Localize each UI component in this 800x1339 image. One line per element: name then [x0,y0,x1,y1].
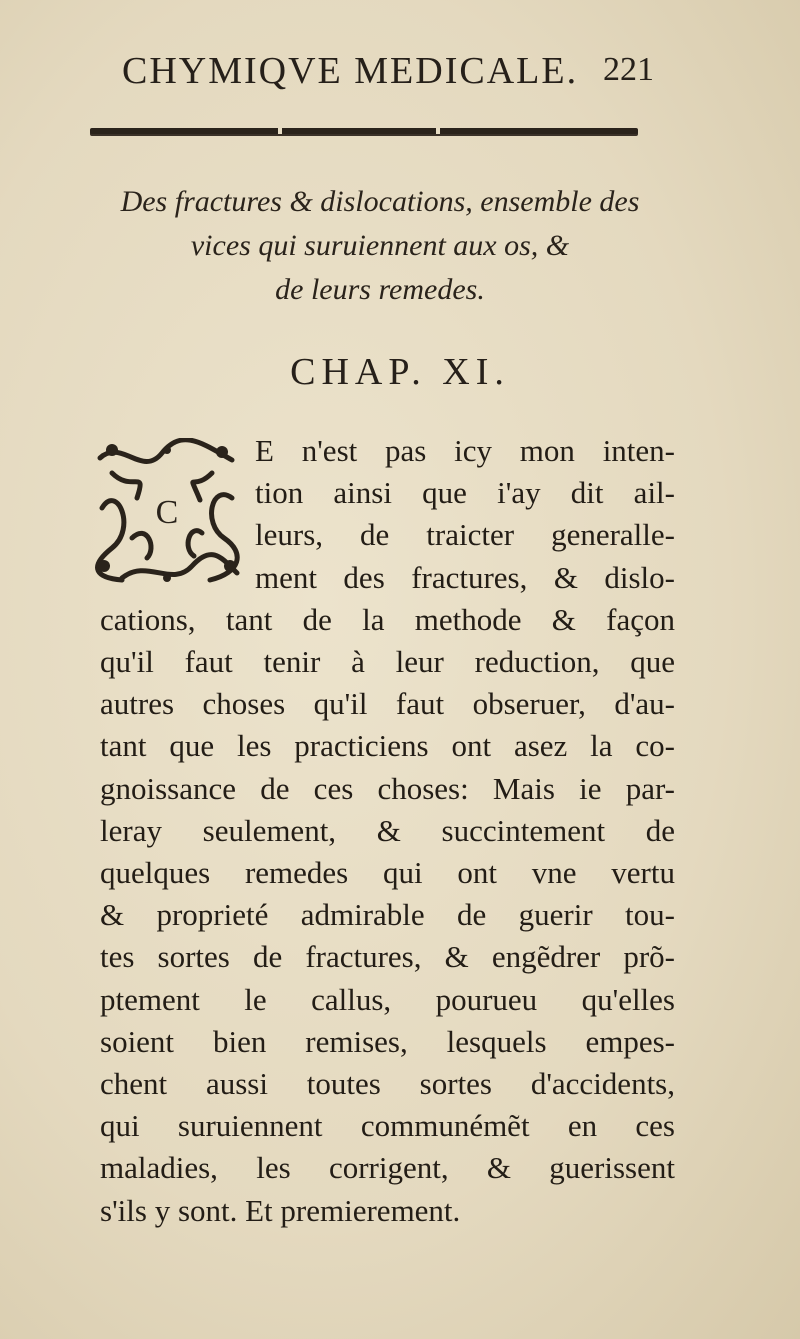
page-number: 221 [603,51,654,88]
text-line: tant que les practiciens ont asez la co- [100,728,675,764]
text-line: maladies, les corrigent, & guerissent [100,1150,675,1186]
text-line: tes sortes de fractures, & engẽdrer prõ- [100,939,675,975]
text-line: cations, tant de la methode & façon [100,601,675,637]
text-line: chent aussi toutes sortes d'accidents, [100,1066,675,1102]
running-header [90,45,660,95]
text-line: tion ainsi que i'ay dit ail- [255,475,675,511]
text-line: gnoissance de ces choses: Mais ie par- [100,770,675,806]
text-line: s'ils y sont. Et premierement. [100,1192,461,1228]
section-title-line: Des fractures & dislocations, ensemble des [120,185,640,218]
header-rule [90,128,638,134]
section-title [80,180,680,312]
text-line: E n'est pas icy mon inten- [255,433,675,468]
text-line: qu'il faut tenir à leur reduction, que [100,644,675,680]
text-line: leray seulement, & succintement de [100,812,675,848]
drop-cap-letter: C [155,494,179,531]
running-title: CHYMIQVE MEDICALE. [122,50,579,92]
text-line: quelques remedes qui ont vne vertu [100,855,675,891]
text-line: qui suruiennent communémẽt en ces [100,1108,675,1144]
chapter-heading: CHAP. XI. [290,351,510,393]
text-line: & proprieté admirable de guerir tou- [100,897,675,933]
rule-gap [278,128,282,134]
rule-gap [436,128,440,134]
text-line: ptement le callus, pourueu qu'elles [100,981,675,1017]
text-line: leurs, de traicter generalle- [255,517,675,553]
section-title-line: vices qui suruiennent aux os, & [190,229,570,262]
text-line: ment des fractures, & dislo- [255,559,675,595]
body-paragraph [100,430,675,1232]
text-line: soient bien remises, lesquels empes- [100,1023,675,1059]
text-line: autres choses qu'il faut obseruer, d'au- [100,686,675,722]
section-title-line: de leurs remedes. [275,273,485,306]
